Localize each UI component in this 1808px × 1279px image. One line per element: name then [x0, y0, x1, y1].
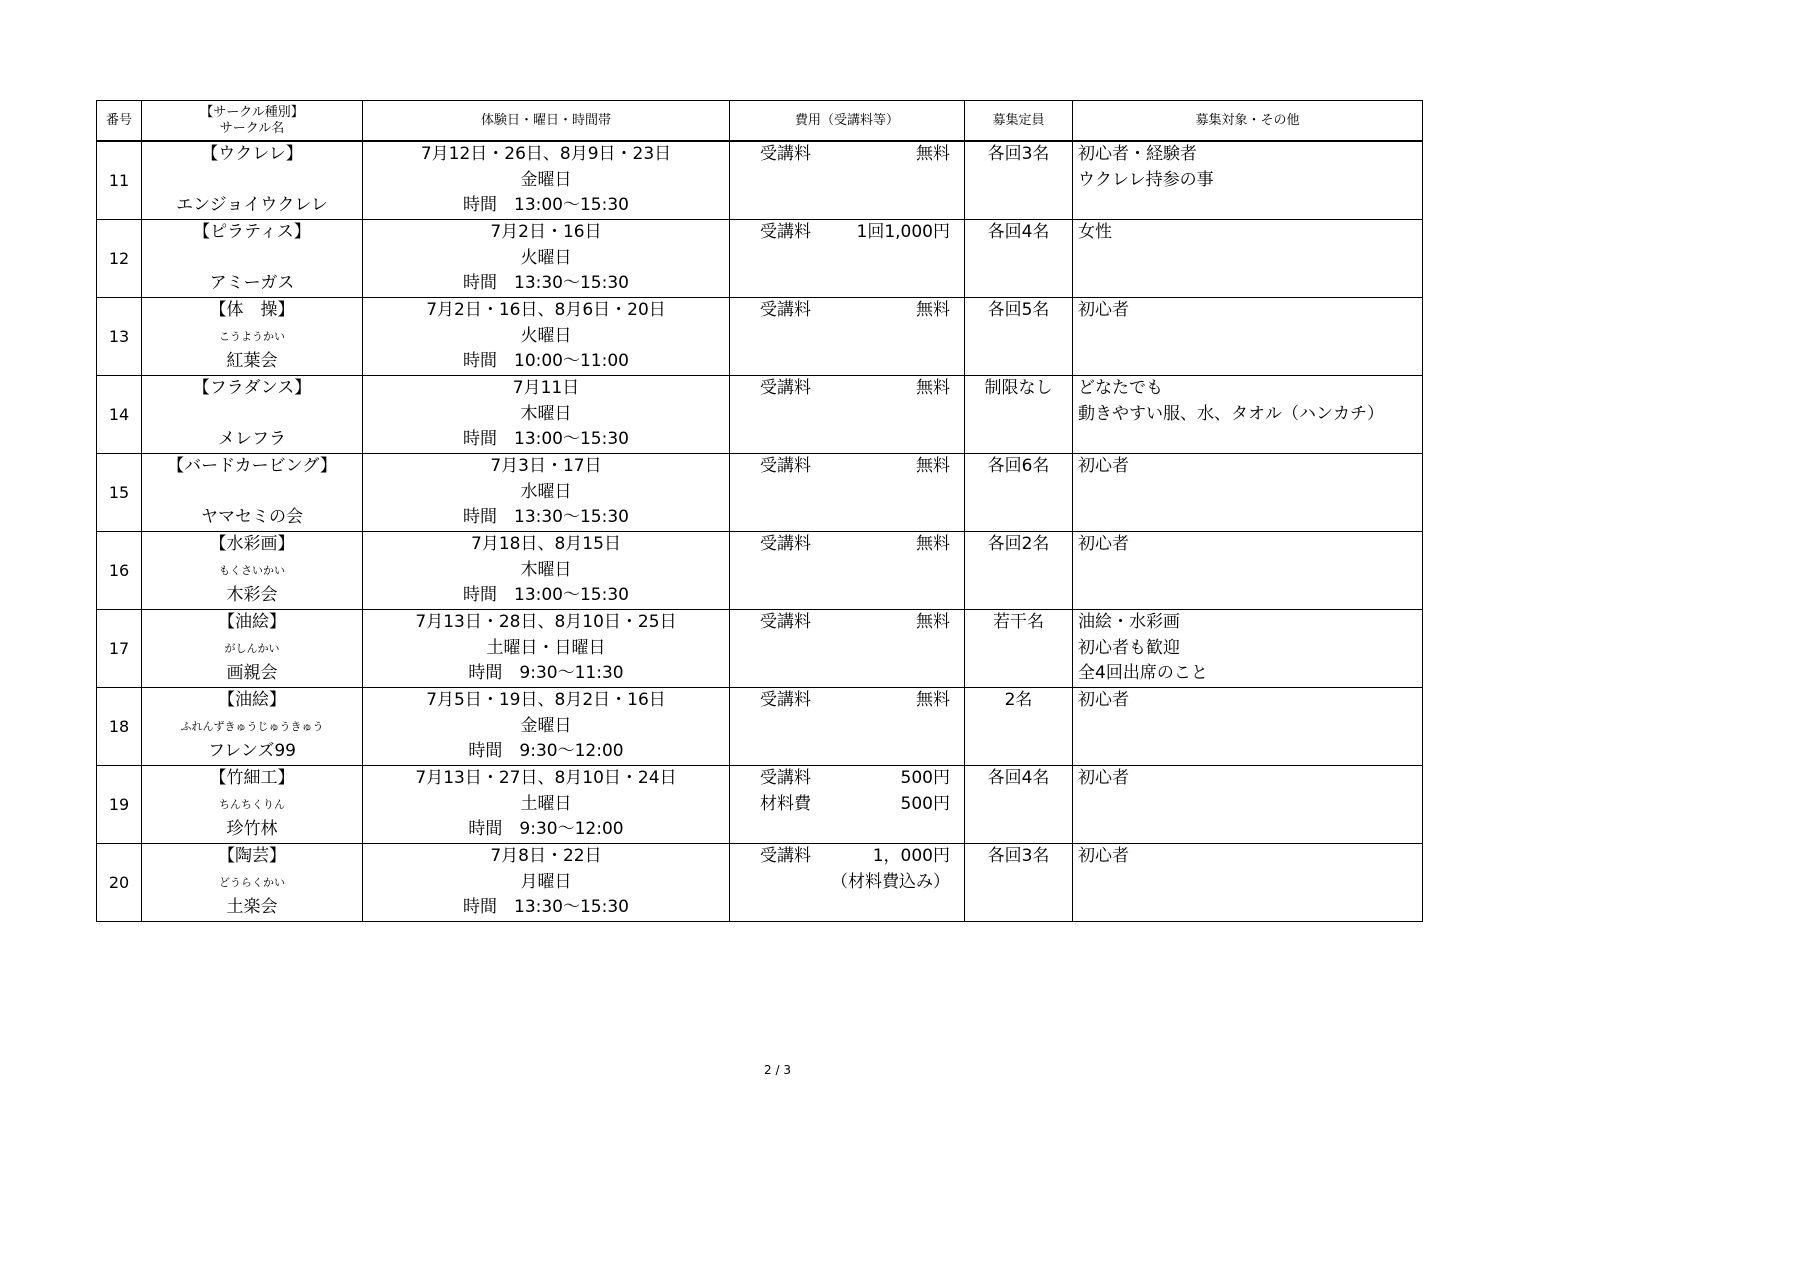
- fee-line-1: [730, 844, 964, 870]
- fee-line-1: [730, 220, 964, 246]
- fee-line-3: [730, 427, 964, 453]
- schedule-cell: [363, 688, 730, 766]
- schedule-dates: 7月18日、8月15日: [471, 534, 621, 554]
- circle-reading: [142, 168, 362, 194]
- header-circle: [142, 101, 363, 142]
- circle-cell: [142, 298, 363, 376]
- fee-line-3: [730, 739, 964, 765]
- target-line: [1073, 324, 1422, 350]
- fee-line-1: [730, 142, 964, 168]
- target-line: [1073, 583, 1422, 609]
- fee-cell: [730, 532, 965, 610]
- circle-reading: [142, 246, 362, 272]
- target-line: 初心者: [1078, 690, 1129, 710]
- target-line: 初心者・経験者: [1078, 144, 1197, 164]
- table-row: [97, 766, 1423, 844]
- target-cell: [1073, 610, 1423, 688]
- row-number: 20: [97, 844, 142, 922]
- fee-label: 受講料: [760, 768, 811, 788]
- capacity-value: 各回6名: [987, 456, 1050, 476]
- fee-value: 500円: [900, 768, 950, 788]
- circle-type: 【水彩画】: [209, 534, 295, 554]
- fee-line-2: [730, 324, 964, 350]
- capacity-cell: [965, 454, 1073, 532]
- schedule-weekday: 火曜日: [520, 247, 572, 268]
- circle-name: ヤマセミの会: [201, 507, 303, 528]
- row-number: 11: [97, 141, 142, 220]
- schedule-time: 時間 13:30～15:30: [463, 897, 629, 918]
- fee-label: [760, 558, 830, 584]
- capacity-cell: [965, 141, 1073, 220]
- capacity-value: 各回5名: [987, 300, 1050, 320]
- circle-reading: [142, 480, 362, 506]
- fee-cell: [730, 376, 965, 454]
- capacity-value: 各回3名: [987, 144, 1050, 164]
- target-line: 初心者: [1078, 300, 1129, 320]
- circle-name: 紅葉会: [226, 351, 278, 372]
- table-row: [97, 454, 1423, 532]
- target-line: 油絵・水彩画: [1078, 612, 1180, 632]
- schedule-weekday: 土曜日: [520, 793, 572, 814]
- fee-line-3: [730, 895, 964, 921]
- fee-value: 無料: [916, 378, 950, 398]
- schedule-cell: [363, 376, 730, 454]
- fee-value: 無料: [916, 300, 950, 320]
- schedule-cell: [363, 766, 730, 844]
- row-number: 12: [97, 220, 142, 298]
- fee-line-2: [730, 246, 964, 272]
- fee-cell: [730, 766, 965, 844]
- fee-value: [830, 558, 950, 584]
- fee-value: [830, 480, 950, 506]
- schedule-time: 時間 13:30～15:30: [463, 507, 629, 528]
- target-line: 初心者: [1078, 456, 1129, 476]
- target-line: [1073, 714, 1422, 740]
- schedule-cell: [363, 298, 730, 376]
- fee-label: [760, 168, 830, 194]
- fee-label: [760, 480, 830, 506]
- fee-label: 受講料: [760, 222, 811, 242]
- header-circle-type: 【サークル種別】: [200, 104, 304, 120]
- table-row: [97, 298, 1423, 376]
- fee-cell: [730, 454, 965, 532]
- fee-value: 無料: [916, 144, 950, 164]
- fee-label: [760, 714, 830, 740]
- schedule-time: 時間 13:30～15:30: [463, 273, 629, 294]
- fee-value: [830, 246, 950, 272]
- schedule-time: 時間 13:00～15:30: [463, 195, 629, 216]
- target-line: [1073, 505, 1422, 531]
- row-number: 13: [97, 298, 142, 376]
- fee-cell: [730, 220, 965, 298]
- target-line: [1073, 558, 1422, 584]
- schedule-weekday: 木曜日: [520, 403, 572, 424]
- fee-value: 無料: [916, 690, 950, 710]
- fee-line-2: [730, 558, 964, 584]
- fee-line-1: [730, 454, 964, 480]
- fee-label: 受講料: [760, 300, 811, 320]
- fee-line-3: [730, 271, 964, 297]
- circle-type: 【ウクレレ】: [201, 144, 303, 164]
- table-row: [97, 532, 1423, 610]
- fee-value: 1，000円: [872, 846, 950, 866]
- fee-cell: [730, 844, 965, 922]
- fee-value: [830, 168, 950, 194]
- fee-label: 受講料: [760, 690, 811, 710]
- header-target: 募集対象・その他: [1073, 101, 1423, 142]
- fee-label: 受講料: [760, 378, 811, 398]
- circle-type: 【竹細工】: [209, 768, 295, 788]
- circle-name: 珍竹林: [226, 819, 278, 840]
- circle-cell: [142, 610, 363, 688]
- circle-type: 【ピラティス】: [193, 222, 311, 242]
- circle-type: 【フラダンス】: [192, 378, 312, 398]
- header-number: 番号: [97, 101, 142, 142]
- capacity-cell: [965, 610, 1073, 688]
- schedule-dates: 7月11日: [512, 378, 580, 398]
- page-number: 2 / 3: [764, 1063, 791, 1077]
- schedule-dates: 7月13日・27日、8月10日・24日: [415, 768, 677, 788]
- capacity-value: 各回3名: [987, 846, 1050, 866]
- capacity-cell: [965, 298, 1073, 376]
- circle-name: 土楽会: [226, 897, 278, 918]
- schedule-cell: [363, 141, 730, 220]
- capacity-cell: [965, 766, 1073, 844]
- header-row: [97, 101, 1423, 142]
- fee-line-1: [730, 688, 964, 714]
- circle-name: 木彩会: [226, 585, 278, 606]
- target-line: [1073, 246, 1422, 272]
- fee-label: 受講料: [760, 846, 811, 866]
- target-line: [1073, 427, 1422, 453]
- fee-cell: [730, 688, 965, 766]
- row-number: 18: [97, 688, 142, 766]
- circle-reading: [142, 402, 362, 428]
- circle-cell: [142, 141, 363, 220]
- fee-line-1: [730, 298, 964, 324]
- fee-line-2: [730, 870, 964, 896]
- capacity-value: 2名: [1004, 690, 1033, 710]
- target-cell: [1073, 298, 1423, 376]
- fee-line-3: [730, 349, 964, 375]
- circle-schedule-table: [96, 100, 1423, 922]
- fee-line-2: [730, 714, 964, 740]
- circle-reading: がしんかい: [224, 641, 280, 655]
- fee-value: 無料: [916, 534, 950, 554]
- target-line: [1073, 349, 1422, 375]
- fee-value: （材料費込み）: [831, 871, 950, 892]
- fee-line-2: [730, 402, 964, 428]
- schedule-dates: 7月2日・16日、8月6日・20日: [426, 300, 666, 320]
- target-line: [1073, 870, 1422, 896]
- fee-label: 受講料: [760, 534, 811, 554]
- circle-type: 【バードカービング】: [167, 456, 337, 476]
- fee-value: [830, 402, 950, 428]
- fee-label: 受講料: [760, 144, 811, 164]
- schedule-dates: 7月5日・19日、8月2日・16日: [426, 690, 666, 710]
- target-line: [1073, 739, 1422, 765]
- target-line: 初心者も歓迎: [1078, 637, 1180, 658]
- capacity-cell: [965, 844, 1073, 922]
- target-line: 全4回出席のこと: [1078, 663, 1208, 684]
- capacity-cell: [965, 220, 1073, 298]
- table-row: [97, 844, 1423, 922]
- schedule-time: 時間 10:00～11:00: [463, 351, 629, 372]
- fee-label: [760, 402, 830, 428]
- target-cell: [1073, 766, 1423, 844]
- header-capacity: 募集定員: [965, 101, 1073, 142]
- target-line: ウクレレ持参の事: [1078, 169, 1214, 190]
- table-body: [97, 141, 1423, 922]
- row-number: 17: [97, 610, 142, 688]
- fee-line-3: [730, 505, 964, 531]
- capacity-cell: [965, 376, 1073, 454]
- capacity-cell: [965, 688, 1073, 766]
- fee-line-1: [730, 532, 964, 558]
- fee-line-3: [730, 661, 964, 687]
- schedule-time: 時間 9:30～12:00: [468, 819, 624, 840]
- fee-line-3: [730, 583, 964, 609]
- fee-line-1: [730, 376, 964, 402]
- circle-name: メレフラ: [218, 429, 286, 450]
- fee-value: 1回1,000円: [856, 222, 950, 242]
- capacity-value: 各回2名: [987, 534, 1050, 554]
- circle-name: アミーガス: [209, 273, 295, 294]
- target-line: [1073, 817, 1422, 843]
- fee-value: [830, 636, 950, 662]
- fee-cell: [730, 298, 965, 376]
- target-line: [1073, 271, 1422, 297]
- target-line: [1073, 895, 1422, 921]
- schedule-weekday: 木曜日: [520, 559, 572, 580]
- target-cell: [1073, 220, 1423, 298]
- schedule-weekday: 金曜日: [520, 169, 572, 190]
- fee-line-3: [730, 817, 964, 843]
- table-row: [97, 376, 1423, 454]
- fee-line-2: [730, 636, 964, 662]
- target-line: どなたでも: [1078, 378, 1163, 398]
- schedule-dates: 7月12日・26日、8月9日・23日: [420, 144, 672, 164]
- row-number: 16: [97, 532, 142, 610]
- header-fee: 費用（受講料等）: [730, 101, 965, 142]
- schedule-weekday: 水曜日: [520, 481, 572, 502]
- fee-label: 受講料: [760, 456, 811, 476]
- target-cell: [1073, 844, 1423, 922]
- schedule-weekday: 土曜日・日曜日: [486, 637, 606, 658]
- schedule-dates: 7月2日・16日: [490, 222, 602, 242]
- fee-line-2: [730, 792, 964, 818]
- target-line: 初心者: [1078, 534, 1129, 554]
- fee-line-1: [730, 766, 964, 792]
- schedule-dates: 7月13日・28日、8月10日・25日: [415, 612, 677, 632]
- capacity-value: 若干名: [993, 612, 1044, 632]
- schedule-cell: [363, 454, 730, 532]
- header-schedule: 体験日・曜日・時間帯: [363, 101, 730, 142]
- circle-cell: [142, 220, 363, 298]
- circle-reading: どうらくかい: [219, 875, 285, 889]
- table-row: [97, 688, 1423, 766]
- circle-cell: [142, 844, 363, 922]
- schedule-time: 時間 9:30～11:30: [468, 663, 624, 684]
- circle-reading: ふれんずきゅうじゅうきゅう: [180, 719, 324, 733]
- table-row: [97, 220, 1423, 298]
- target-cell: [1073, 454, 1423, 532]
- capacity-value: 各回4名: [987, 222, 1050, 242]
- schedule-cell: [363, 532, 730, 610]
- schedule-time: 時間 13:00～15:30: [463, 429, 629, 450]
- target-cell: [1073, 141, 1423, 220]
- fee-label: 材料費: [760, 793, 811, 814]
- fee-line-1: [730, 610, 964, 636]
- fee-line-2: [730, 168, 964, 194]
- fee-label: 受講料: [760, 612, 811, 632]
- schedule-time: 時間 13:00～15:30: [463, 585, 629, 606]
- schedule-dates: 7月8日・22日: [490, 846, 602, 866]
- circle-type: 【油絵】: [218, 612, 286, 632]
- circle-name: 画親会: [226, 663, 278, 684]
- schedule-weekday: 金曜日: [520, 715, 572, 736]
- fee-value: [830, 324, 950, 350]
- row-number: 15: [97, 454, 142, 532]
- target-line: 女性: [1078, 222, 1112, 242]
- circle-type: 【油絵】: [218, 690, 286, 710]
- target-line: [1073, 193, 1422, 219]
- circle-name: フレンズ99: [207, 741, 297, 762]
- schedule-weekday: 火曜日: [520, 325, 572, 346]
- schedule-cell: [363, 610, 730, 688]
- target-cell: [1073, 688, 1423, 766]
- schedule-dates: 7月3日・17日: [490, 456, 602, 476]
- target-cell: [1073, 532, 1423, 610]
- target-line: [1073, 480, 1422, 506]
- circle-reading: ちんちくりん: [219, 797, 285, 811]
- circle-type: 【陶芸】: [218, 846, 286, 866]
- target-line: 初心者: [1078, 846, 1129, 866]
- circle-cell: [142, 688, 363, 766]
- target-line: 動きやすい服、水、タオル（ハンカチ）: [1078, 403, 1384, 424]
- fee-label: [760, 636, 830, 662]
- fee-value: [830, 714, 950, 740]
- circle-reading: こうようかい: [219, 329, 285, 343]
- fee-cell: [730, 141, 965, 220]
- fee-value: 無料: [916, 612, 950, 632]
- circle-reading: もくさいかい: [219, 563, 285, 577]
- fee-label: [760, 324, 830, 350]
- circle-cell: [142, 454, 363, 532]
- target-line: [1073, 792, 1422, 818]
- schedule-cell: [363, 220, 730, 298]
- circle-cell: [142, 532, 363, 610]
- fee-cell: [730, 610, 965, 688]
- table-row: [97, 141, 1423, 220]
- target-cell: [1073, 376, 1423, 454]
- circle-type: 【体 操】: [209, 300, 295, 320]
- capacity-value: 制限なし: [984, 378, 1053, 398]
- fee-label: [760, 870, 830, 896]
- fee-label: [760, 246, 830, 272]
- capacity-cell: [965, 532, 1073, 610]
- schedule-weekday: 月曜日: [520, 871, 572, 892]
- circle-cell: [142, 376, 363, 454]
- fee-line-3: [730, 193, 964, 219]
- fee-value: 無料: [916, 456, 950, 476]
- fee-value: 500円: [900, 793, 950, 814]
- circle-cell: [142, 766, 363, 844]
- table-row: [97, 610, 1423, 688]
- target-line: 初心者: [1078, 768, 1129, 788]
- circle-name: エンジョイウクレレ: [176, 195, 328, 216]
- schedule-cell: [363, 844, 730, 922]
- fee-line-2: [730, 480, 964, 506]
- capacity-value: 各回4名: [987, 768, 1050, 788]
- header-circle-name: サークル名: [219, 120, 285, 136]
- row-number: 19: [97, 766, 142, 844]
- row-number: 14: [97, 376, 142, 454]
- schedule-time: 時間 9:30～12:00: [468, 741, 624, 762]
